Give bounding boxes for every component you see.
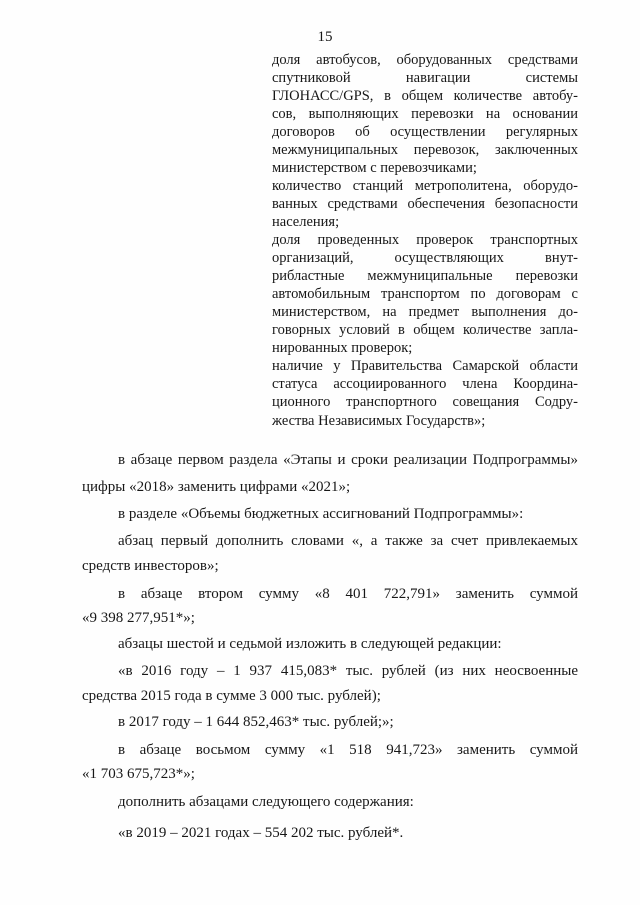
body-line: в разделе «Объемы бюджетных ассигнований Подпрограммы»: xyxy=(118,506,524,522)
body-line: дополнить абзацами следующего содержания: xyxy=(118,794,414,810)
body-line: абзац первый дополнить словами «, а также за счет привлекаемых xyxy=(118,533,578,549)
body-line: средства 2015 года в сумме 3 000 тыс. рублей); xyxy=(82,688,381,704)
list-line: жества Независимых Государств»; xyxy=(272,413,486,429)
list-line: договоров об осуществлении регулярных xyxy=(272,124,578,140)
page-number: 15 xyxy=(317,29,333,45)
list-line: населения; xyxy=(272,214,340,230)
list-line: ГЛОНАСС/GPS, в общем количестве автобу- xyxy=(272,88,578,104)
body-line: «в 2016 году – 1 937 415,083* тыс. рублей (из них неосвоенные xyxy=(118,663,578,679)
list-line: организаций, осуществляющих внут- xyxy=(272,250,578,266)
list-line: доля проведенных проверок транспортных xyxy=(272,232,578,248)
list-line: ционного транспортного совещания Содру- xyxy=(272,394,578,410)
body-line: абзацы шестой и седьмой изложить в следующей редакции: xyxy=(118,636,502,652)
list-line: ванных средствами обеспечения безопасности xyxy=(272,196,578,212)
list-line: статуса ассоциированного члена Координа- xyxy=(272,376,578,392)
list-line: нированных проверок; xyxy=(272,340,413,356)
list-line: министерством с перевозчиками; xyxy=(272,160,477,176)
body-line: в абзаце восьмом сумму «1 518 941,723» заменить суммой xyxy=(118,742,578,758)
body-line: цифры «2018» заменить цифрами «2021»; xyxy=(82,479,351,495)
list-line: доля автобусов, оборудованных средствами xyxy=(272,52,578,68)
body-line: в 2017 году – 1 644 852,463* тыс. рублей;»; xyxy=(118,714,394,730)
body-line: «9 398 277,951*»; xyxy=(82,610,195,626)
body-line: «в 2019 – 2021 годах – 554 202 тыс. рублей*. xyxy=(118,825,404,841)
list-line: межмуниципальных перевозок, заключенных xyxy=(272,142,578,158)
list-line: автомобильным транспортом по договорам с xyxy=(272,286,578,302)
list-line: сов, выполняющих перевозки на основании xyxy=(272,106,578,122)
list-line: говорных условий в общем количестве запла- xyxy=(272,322,578,338)
body-line: в абзаце втором сумму «8 401 722,791» заменить суммой xyxy=(118,586,578,602)
list-line: рибластные межмуниципальные перевозки xyxy=(272,268,578,284)
list-line: спутниковой навигации системы xyxy=(272,70,578,86)
body-line: в абзаце первом раздела «Этапы и сроки реализации Подпрограммы» xyxy=(118,452,578,468)
list-line: наличие у Правительства Самарской области xyxy=(272,358,578,374)
body-line: «1 703 675,723*»; xyxy=(82,766,195,782)
list-line: министерством, на предмет выполнения до- xyxy=(272,304,578,320)
body-line: средств инвесторов»; xyxy=(82,558,219,574)
list-line: количество станций метрополитена, оборудо- xyxy=(272,178,578,194)
